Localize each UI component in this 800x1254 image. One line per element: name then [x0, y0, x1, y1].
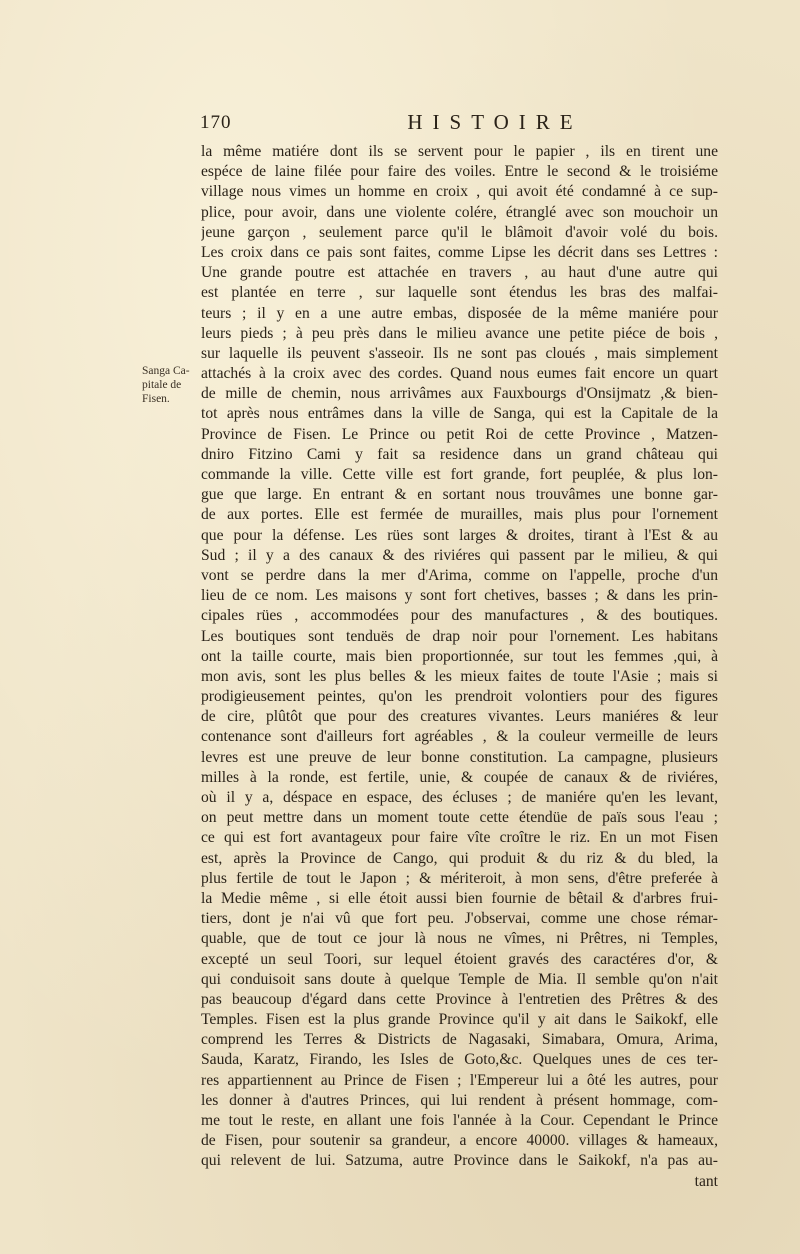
- body-text: [201, 142, 718, 1192]
- text-line: les donner à d'autres Princes, qui lui rendent à présent hommage, com-: [201, 1091, 718, 1109]
- text-line: dniro Fitzino Cami y fait sa residence dans un grand château qui: [201, 445, 718, 463]
- text-line: de aux portes. Elle est fermée de murailles, mais plus pour l'ornement: [201, 506, 718, 524]
- margin-note: [142, 364, 200, 406]
- text-line: gue que large. En entrant & en sortant nous trouvâmes une bonne gar-: [201, 486, 718, 504]
- text-line: quable, que de tout ce jour là nous ne vîmes, ni Prêtres, ni Temples,: [201, 930, 718, 948]
- text-line: la Medie même , si elle étoit aussi bien fournie de bêtail & d'arbres frui-: [201, 889, 718, 907]
- text-line: res appartiennent au Prince de Fisen ; l'Empereur lui a ôté les autres, pour: [201, 1071, 718, 1089]
- text-line: Les boutiques sont tenduës de drap noir pour l'ornement. Les habitans: [201, 627, 718, 645]
- text-line: où il y a, déspace en espace, des écluses ; de maniére qu'en les levant,: [201, 789, 718, 806]
- text-line: commande la ville. Cette ville est fort grande, fort peuplée, & plus lon-: [201, 466, 718, 483]
- margin-note-line: pitale de: [142, 379, 182, 391]
- text-line: espéce de laine filée pour faire des voiles. Entre le second & le troisiéme: [201, 163, 718, 181]
- text-line: lieu de ce nom. Les maisons y sont fort chetives, basses ; & dans les prin-: [201, 587, 718, 605]
- text-line: plus fertile de tout le Japon ; & mériteroit, à mon sens, d'être preferée à: [201, 869, 718, 887]
- text-line: vont se perdre dans la mer d'Arima, comme on l'appelle, proche d'un: [201, 566, 718, 584]
- text-line: mon avis, sont les plus belles & les mieux faites de toute l'Asie ; mais si: [201, 667, 718, 685]
- text-line: pas beaucoup d'égard dans cette Province à l'entretien des Prêtres & des: [201, 990, 718, 1008]
- text-line: excepté un seul Toori, sur lequel étoient gravés des caractéres d'or, &: [201, 950, 718, 968]
- text-line: ce qui est fort avantageux pour faire vîte croître le riz. En un mot Fisen: [201, 829, 718, 847]
- text-line: ont la taille courte, mais bien proportionnée, sur tout les femmes ,qui, à: [201, 647, 718, 665]
- text-line: leurs pieds ; à peu près dans le milieu avance une petite piéce de bois ,: [201, 324, 718, 342]
- margin-note-line: Fisen.: [142, 393, 170, 405]
- text-line: Une grande poutre est attachée en travers , au haut d'une autre qui: [201, 264, 718, 282]
- text-line: qui relevent de lui. Satzuma, autre Province dans le Saikokf, n'a pas au-: [201, 1152, 718, 1170]
- text-line: me tout le reste, en allant une fois l'année à la Cour. Cependant le Prince: [201, 1112, 718, 1129]
- text-line: Les croix dans ce pais sont faites, comme Lipse les décrit dans ses Lettres :: [201, 243, 718, 261]
- text-line: la même matiére dont ils se servent pour le papier , ils en tirent une: [201, 143, 718, 160]
- text-line: levres est une preuve de leur bonne constitution. La campagne, plusieurs: [201, 748, 718, 766]
- page-number: 170: [200, 112, 232, 133]
- text-line: tot après nous entrâmes dans la ville de Sanga, qui est la Capitale de la: [201, 405, 718, 423]
- text-line: milles à la ronde, est fertile, unie, & coupée de canaux & de riviéres,: [201, 768, 718, 786]
- text-line: de mille de chemin, nous arrivâmes aux Fauxbourgs d'Onsijmatz ,& bien-: [201, 385, 718, 403]
- running-title: HISTOIRE: [407, 110, 583, 134]
- text-line: jeune garçon , seulement parce qu'il le blâmoit d'avoir volé du bois.: [201, 223, 718, 241]
- text-line: on peut mettre dans un moment toute cette étendüe de païs sous l'eau ;: [201, 809, 718, 827]
- text-line: cipales rües , accommodées pour des manufactures , & des boutiques.: [201, 607, 718, 625]
- text-line: Province de Fisen. Le Prince ou petit Roi de cette Province , Matzen-: [201, 425, 718, 443]
- text-line: Temples. Fisen est la plus grande Province qu'il y ait dans le Saikokf, elle: [201, 1011, 718, 1029]
- text-line: tiers, dont je n'ai vû que fort peu. J'observai, comme une chose rémar-: [201, 910, 718, 928]
- text-line: sur laquelle ils peuvent s'asseoir. Ils ne sont pas cloués , mais simplement: [201, 344, 718, 362]
- catchword: tant: [694, 1172, 718, 1190]
- text-line: prodigieusement peintes, qu'on les prendroit volontiers pour des figures: [201, 688, 718, 706]
- text-line: teurs ; il y en a une autre embas, disposée de la même maniére pour: [201, 304, 718, 322]
- text-line: de Fisen, pour soutenir sa grandeur, a encore 40000. villages & hameaux,: [201, 1132, 718, 1150]
- text-line: Sud ; il y a des canaux & des riviéres qui passent par le milieu, & qui: [201, 546, 718, 564]
- text-line: est, après la Province de Cango, qui produit & du riz & du bled, la: [201, 849, 718, 867]
- margin-note-line: Sanga Ca-: [142, 365, 190, 377]
- text-line: qui conduisoit sans doute à quelque Temple de Mia. Il semble qu'on n'ait: [201, 970, 718, 988]
- text-line: est plantée en terre , sur laquelle sont étendus les bras des malfai-: [201, 284, 718, 302]
- text-line: plice, pour avoir, dans une violente colére, étranglé avec son mouchoir un: [201, 203, 718, 221]
- text-line: que pour la défense. Les rües sont larges & droites, tirant à l'Est & au: [201, 526, 718, 544]
- text-line: village nous vimes un homme en croix , qui avoit été condamné à ce sup-: [201, 183, 718, 201]
- text-line: de cire, plûtôt que pour des creatures vivantes. Leurs maniéres & leur: [201, 708, 718, 726]
- text-line: comprend les Terres & Districts de Nagasaki, Simabara, Omura, Arima,: [201, 1031, 718, 1049]
- page-header: [200, 112, 740, 136]
- text-line: Sauda, Karatz, Firando, les Isles de Goto,&c. Quelques unes de ces ter-: [201, 1051, 718, 1069]
- text-line: contenance sont d'ailleurs fort agréables , & la couleur vermeille de leurs: [201, 728, 718, 746]
- text-line: attachés à la croix avec des cordes. Quand nous eumes fait encore un quart: [201, 365, 718, 383]
